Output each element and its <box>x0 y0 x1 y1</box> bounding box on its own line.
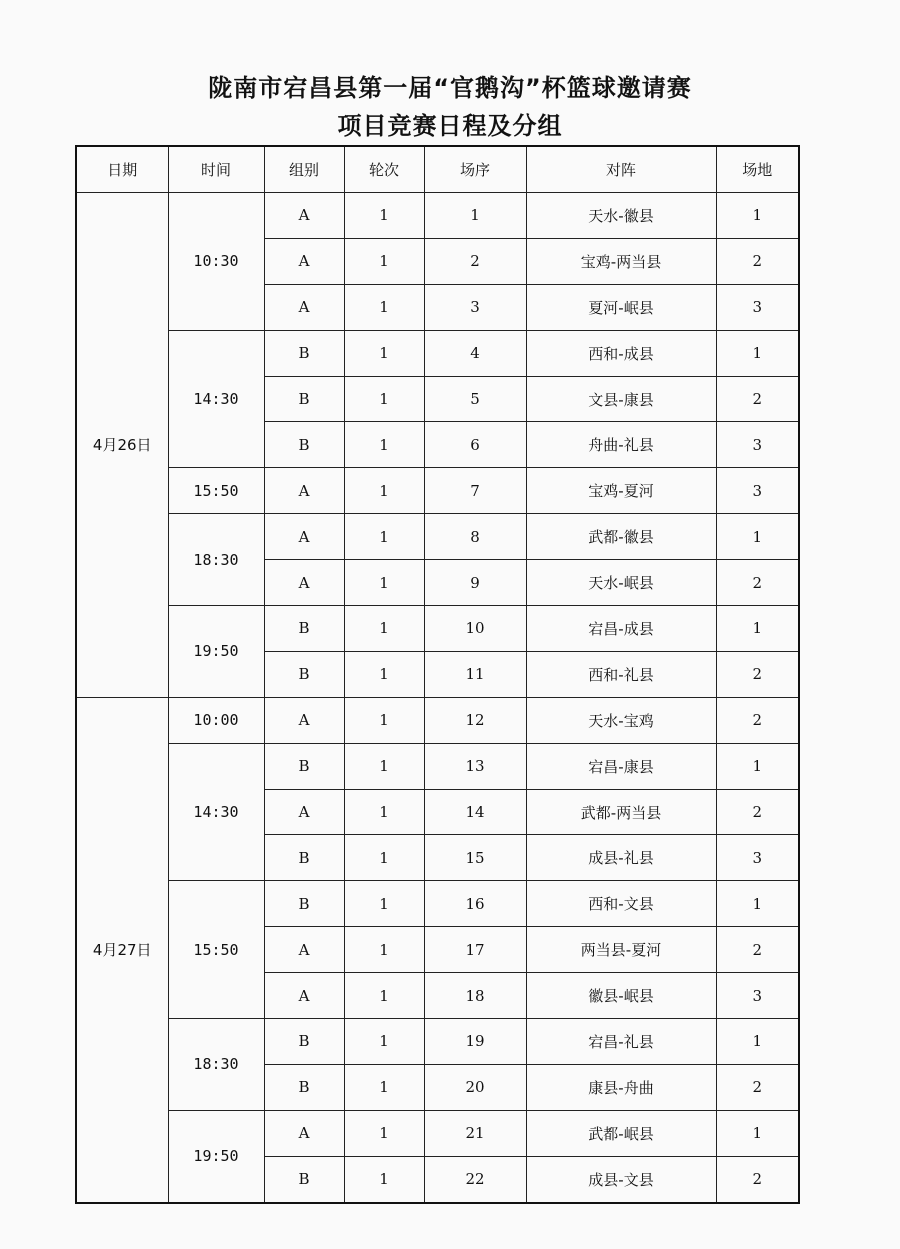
group-cell: A <box>264 193 344 239</box>
round-cell: 1 <box>344 560 424 606</box>
table-row <box>76 330 799 376</box>
table-row <box>76 1110 799 1156</box>
table-row <box>76 468 799 514</box>
time-cell: 15:50 <box>168 468 264 514</box>
game-no-cell: 9 <box>424 560 526 606</box>
game-no-cell: 8 <box>424 514 526 560</box>
game-no-cell: 7 <box>424 468 526 514</box>
matchup-cell: 成县-礼县 <box>526 835 716 881</box>
time-cell: 19:50 <box>168 1110 264 1202</box>
header-court: 场地 <box>716 146 799 193</box>
round-cell: 1 <box>344 193 424 239</box>
court-cell: 1 <box>716 193 799 239</box>
date-cell: 4月26日 <box>76 193 168 698</box>
court-cell: 1 <box>716 881 799 927</box>
court-cell: 3 <box>716 835 799 881</box>
header-date: 日期 <box>76 146 168 193</box>
time-cell: 15:50 <box>168 881 264 1019</box>
game-no-cell: 1 <box>424 193 526 239</box>
group-cell: B <box>264 422 344 468</box>
court-cell: 2 <box>716 376 799 422</box>
header-game-no: 场序 <box>424 146 526 193</box>
matchup-cell: 夏河-岷县 <box>526 284 716 330</box>
matchup-cell: 宕昌-成县 <box>526 606 716 652</box>
game-no-cell: 20 <box>424 1064 526 1110</box>
game-no-cell: 14 <box>424 789 526 835</box>
matchup-cell: 武都-两当县 <box>526 789 716 835</box>
matchup-cell: 两当县-夏河 <box>526 927 716 973</box>
game-no-cell: 6 <box>424 422 526 468</box>
table-row <box>76 193 799 239</box>
round-cell: 1 <box>344 238 424 284</box>
time-cell: 18:30 <box>168 1019 264 1111</box>
game-no-cell: 11 <box>424 651 526 697</box>
round-cell: 1 <box>344 468 424 514</box>
round-cell: 1 <box>344 1064 424 1110</box>
matchup-cell: 西和-成县 <box>526 330 716 376</box>
group-cell: B <box>264 1019 344 1065</box>
group-cell: A <box>264 927 344 973</box>
court-cell: 2 <box>716 927 799 973</box>
table-row <box>76 743 799 789</box>
time-cell: 18:30 <box>168 514 264 606</box>
time-cell: 10:00 <box>168 697 264 743</box>
game-no-cell: 10 <box>424 606 526 652</box>
time-cell: 10:30 <box>168 193 264 331</box>
header-time: 时间 <box>168 146 264 193</box>
header-round: 轮次 <box>344 146 424 193</box>
matchup-cell: 武都-岷县 <box>526 1110 716 1156</box>
group-cell: A <box>264 514 344 560</box>
game-no-cell: 17 <box>424 927 526 973</box>
court-cell: 3 <box>716 468 799 514</box>
court-cell: 2 <box>716 1156 799 1202</box>
round-cell: 1 <box>344 973 424 1019</box>
game-no-cell: 18 <box>424 973 526 1019</box>
group-cell: A <box>264 560 344 606</box>
group-cell: A <box>264 973 344 1019</box>
round-cell: 1 <box>344 1110 424 1156</box>
table-row <box>76 697 799 743</box>
group-cell: B <box>264 376 344 422</box>
game-no-cell: 12 <box>424 697 526 743</box>
round-cell: 1 <box>344 651 424 697</box>
game-no-cell: 3 <box>424 284 526 330</box>
court-cell: 2 <box>716 697 799 743</box>
round-cell: 1 <box>344 330 424 376</box>
court-cell: 2 <box>716 651 799 697</box>
round-cell: 1 <box>344 789 424 835</box>
matchup-cell: 宝鸡-夏河 <box>526 468 716 514</box>
matchup-cell: 徽县-岷县 <box>526 973 716 1019</box>
game-no-cell: 4 <box>424 330 526 376</box>
group-cell: B <box>264 1064 344 1110</box>
header-matchup: 对阵 <box>526 146 716 193</box>
game-no-cell: 15 <box>424 835 526 881</box>
court-cell: 2 <box>716 1064 799 1110</box>
court-cell: 1 <box>716 606 799 652</box>
group-cell: B <box>264 835 344 881</box>
court-cell: 2 <box>716 238 799 284</box>
round-cell: 1 <box>344 835 424 881</box>
game-no-cell: 2 <box>424 238 526 284</box>
date-cell: 4月27日 <box>76 697 168 1202</box>
court-cell: 3 <box>716 422 799 468</box>
court-cell: 1 <box>716 514 799 560</box>
round-cell: 1 <box>344 376 424 422</box>
header-row <box>76 146 799 193</box>
group-cell: A <box>264 789 344 835</box>
group-cell: B <box>264 1156 344 1202</box>
matchup-cell: 天水-宝鸡 <box>526 697 716 743</box>
court-cell: 1 <box>716 743 799 789</box>
court-cell: 1 <box>716 330 799 376</box>
group-cell: B <box>264 330 344 376</box>
schedule-table <box>75 145 800 1204</box>
round-cell: 1 <box>344 881 424 927</box>
round-cell: 1 <box>344 1019 424 1065</box>
game-no-cell: 21 <box>424 1110 526 1156</box>
time-cell: 14:30 <box>168 330 264 468</box>
court-cell: 1 <box>716 1019 799 1065</box>
matchup-cell: 文县-康县 <box>526 376 716 422</box>
group-cell: B <box>264 881 344 927</box>
game-no-cell: 22 <box>424 1156 526 1202</box>
matchup-cell: 天水-岷县 <box>526 560 716 606</box>
round-cell: 1 <box>344 514 424 560</box>
matchup-cell: 宝鸡-两当县 <box>526 238 716 284</box>
group-cell: A <box>264 468 344 514</box>
matchup-cell: 武都-徽县 <box>526 514 716 560</box>
group-cell: A <box>264 697 344 743</box>
time-cell: 14:30 <box>168 743 264 881</box>
game-no-cell: 5 <box>424 376 526 422</box>
group-cell: A <box>264 238 344 284</box>
matchup-cell: 宕昌-康县 <box>526 743 716 789</box>
group-cell: B <box>264 651 344 697</box>
matchup-cell: 天水-徽县 <box>526 193 716 239</box>
group-cell: B <box>264 743 344 789</box>
group-cell: A <box>264 284 344 330</box>
group-cell: A <box>264 1110 344 1156</box>
table-row <box>76 881 799 927</box>
round-cell: 1 <box>344 927 424 973</box>
court-cell: 3 <box>716 973 799 1019</box>
round-cell: 1 <box>344 697 424 743</box>
table-row <box>76 514 799 560</box>
game-no-cell: 16 <box>424 881 526 927</box>
court-cell: 1 <box>716 1110 799 1156</box>
game-no-cell: 13 <box>424 743 526 789</box>
time-cell: 19:50 <box>168 606 264 698</box>
matchup-cell: 宕昌-礼县 <box>526 1019 716 1065</box>
matchup-cell: 成县-文县 <box>526 1156 716 1202</box>
court-cell: 2 <box>716 560 799 606</box>
round-cell: 1 <box>344 606 424 652</box>
matchup-cell: 舟曲-礼县 <box>526 422 716 468</box>
matchup-cell: 西和-文县 <box>526 881 716 927</box>
document-title: 陇南市宕昌县第一届“官鹅沟”杯篮球邀请赛 <box>208 74 692 102</box>
round-cell: 1 <box>344 422 424 468</box>
matchup-cell: 西和-礼县 <box>526 651 716 697</box>
game-no-cell: 19 <box>424 1019 526 1065</box>
table-row <box>76 1019 799 1065</box>
document-subtitle: 项目竞赛日程及分组 <box>337 112 563 140</box>
table-row <box>76 606 799 652</box>
matchup-cell: 康县-舟曲 <box>526 1064 716 1110</box>
court-cell: 3 <box>716 284 799 330</box>
round-cell: 1 <box>344 1156 424 1202</box>
court-cell: 2 <box>716 789 799 835</box>
round-cell: 1 <box>344 743 424 789</box>
header-group: 组别 <box>264 146 344 193</box>
group-cell: B <box>264 606 344 652</box>
round-cell: 1 <box>344 284 424 330</box>
